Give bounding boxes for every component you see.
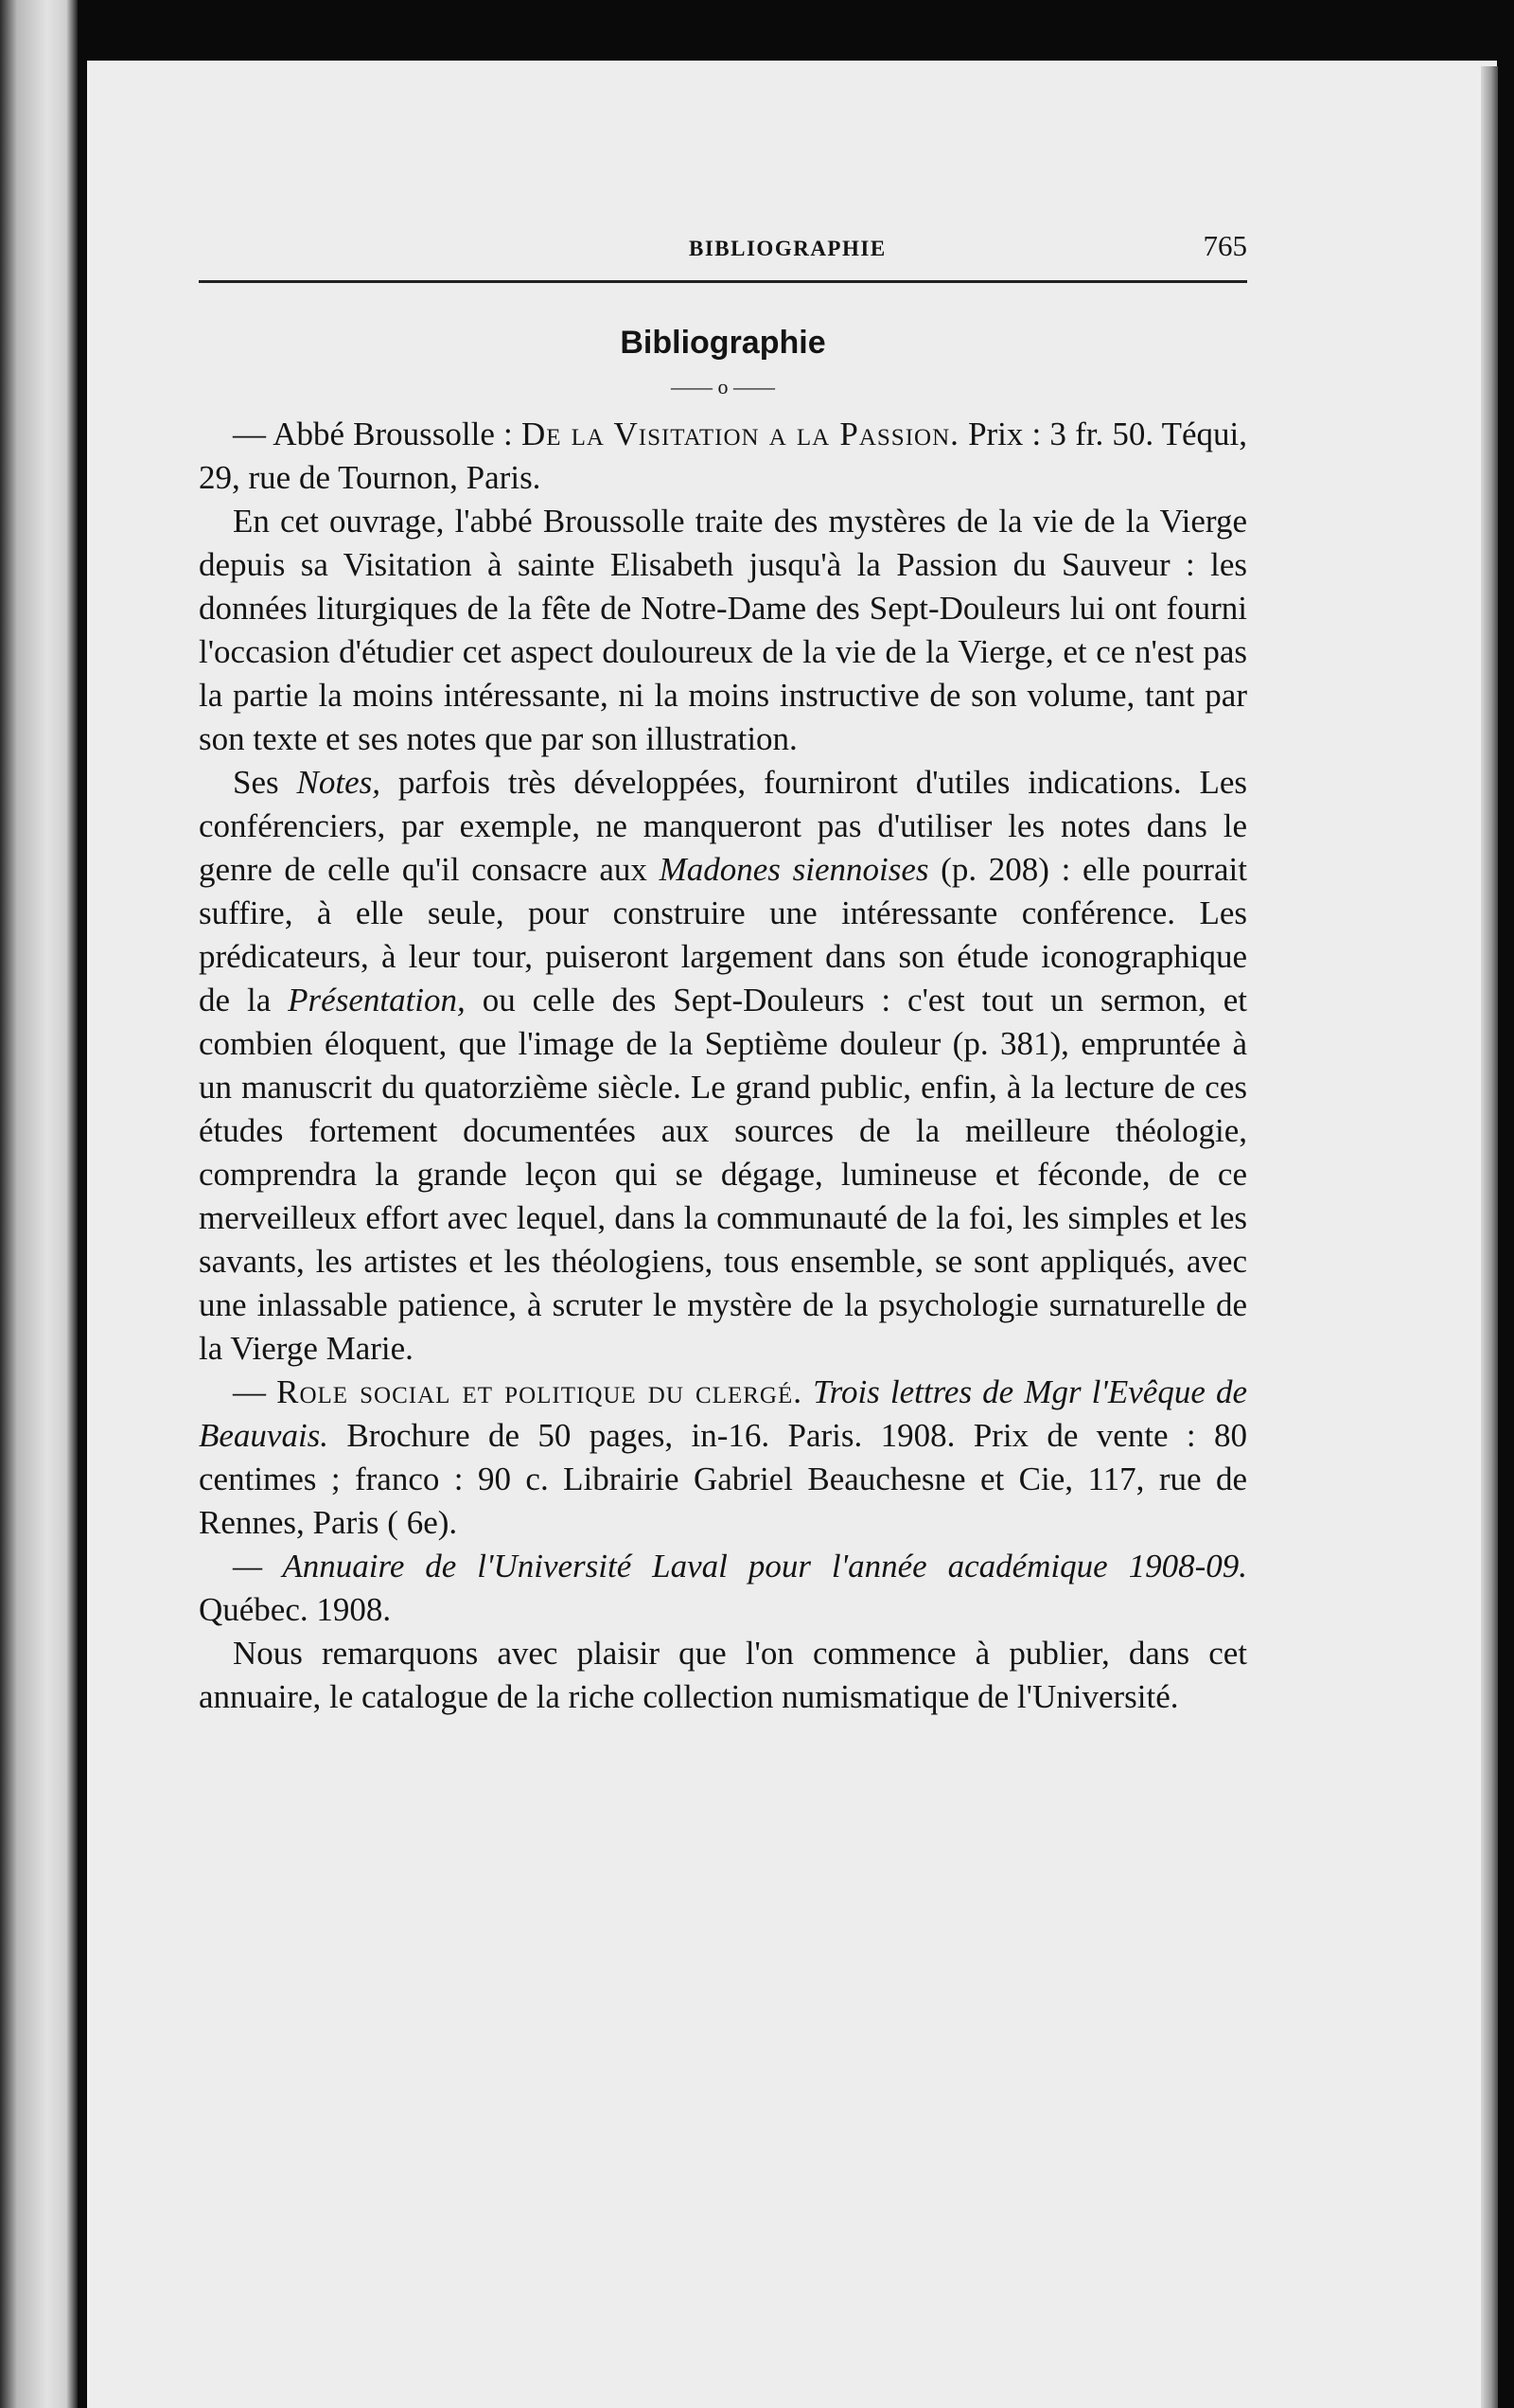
- italic-run: Présentation,: [288, 982, 466, 1018]
- section-title: Bibliographie: [620, 325, 826, 361]
- text-run: parfois très développées, fourniront d'utiles indications. Les conférenciers, par exemple, ne manqueront pas d'utiliser les notes dans le genre de celle qu'il consacre aux: [199, 764, 1247, 888]
- review-paragraph-2: [199, 761, 1247, 1371]
- running-header: [199, 227, 1247, 278]
- italic-run: — Annuaire de l'Université Laval pour l'année académique 1908-09.: [233, 1548, 1247, 1585]
- book-title: De la Visitation a la Passion.: [520, 416, 959, 452]
- text-run: Ses: [233, 764, 279, 801]
- italic-run: Madones siennoises: [659, 851, 929, 888]
- entry-lead: — Abbé Broussolle :: [233, 416, 513, 452]
- adjacent-page-edge: [0, 0, 78, 2408]
- italic-run: Trois lettres de Mgr l'Evêque de Beauvais.: [199, 1373, 1248, 1454]
- text-run: (p. 208) : elle pourrait suffire, à elle seule, pour construire une intéressante conférence. Les prédicateurs, à leur tour, puiseront largement dans son étude iconographique de la: [199, 851, 1247, 1018]
- review-paragraph-1: En cet ouvrage, l'abbé Broussolle traite des mystères de la vie de la Vierge depuis sa Visitation à sainte Elisabeth jusqu'à la Passion du Sauveur : les données liturgiques de la fête de Notre-Dame des Sept-Douleurs lui ont fourni l'occasion d'étudier cet aspect douloureux de la vie de la Vierge, et ce n'est pas la partie la moins intéressante, ni la moins instructive de son volume, tant par son texte et ses notes que par son illustration.: [199, 503, 1247, 757]
- book-title: Role social et politique du clergé.: [276, 1373, 802, 1410]
- header-rule: [199, 280, 1247, 283]
- entry-role-social-citation: [199, 1371, 1247, 1545]
- book-details: Québec. 1908.: [199, 1591, 392, 1628]
- page-number: 765: [1203, 229, 1247, 262]
- running-title: BIBLIOGRAPHIE: [689, 237, 887, 260]
- page-content: [199, 227, 1247, 1719]
- italic-run: Notes,: [296, 764, 380, 801]
- title-ornament: —— o ——: [671, 375, 775, 398]
- annuaire-paragraph: Nous remarquons avec plaisir que l'on commence à publier, dans cet annuaire, le catalogue de la riche collection numismatique de l'Université.: [199, 1635, 1247, 1715]
- text-run: ou celle des Sept-Douleurs : c'est tout un sermon, et combien éloquent, que l'image de la Septième douleur (p. 381), empruntée à un manuscrit du quatorzième siècle. Le grand public, enfin, à la lecture de ces études fortement documentées aux sources de la meilleure théologie, comprendra la grande leçon qui se dégage, lumineuse et féconde, de ce merveilleux effort avec lequel, dans la communauté de la foi, les simples et les savants, les artistes et les théologiens, tous ensemble, se sont appliqués, avec une inlassable patience, à scruter le mystère de la psychologie surnaturelle de la Vierge Marie.: [199, 982, 1247, 1367]
- entry-lead: —: [233, 1373, 266, 1410]
- entry-broussolle-citation: [199, 413, 1247, 500]
- entry-annuaire-citation: [199, 1545, 1247, 1632]
- book-details: Brochure de 50 pages, in-16. Paris. 1908. Prix de vente : 80 centimes ; franco : 90 c. Librairie Gabriel Beauchesne et Cie, 117, rue de Rennes, Paris ( 6e).: [199, 1417, 1247, 1541]
- book-details: Prix : 3 fr. 50. Téqui, 29, rue de Tournon, Paris.: [199, 416, 1248, 496]
- page-edge-shadow: [1481, 66, 1498, 2408]
